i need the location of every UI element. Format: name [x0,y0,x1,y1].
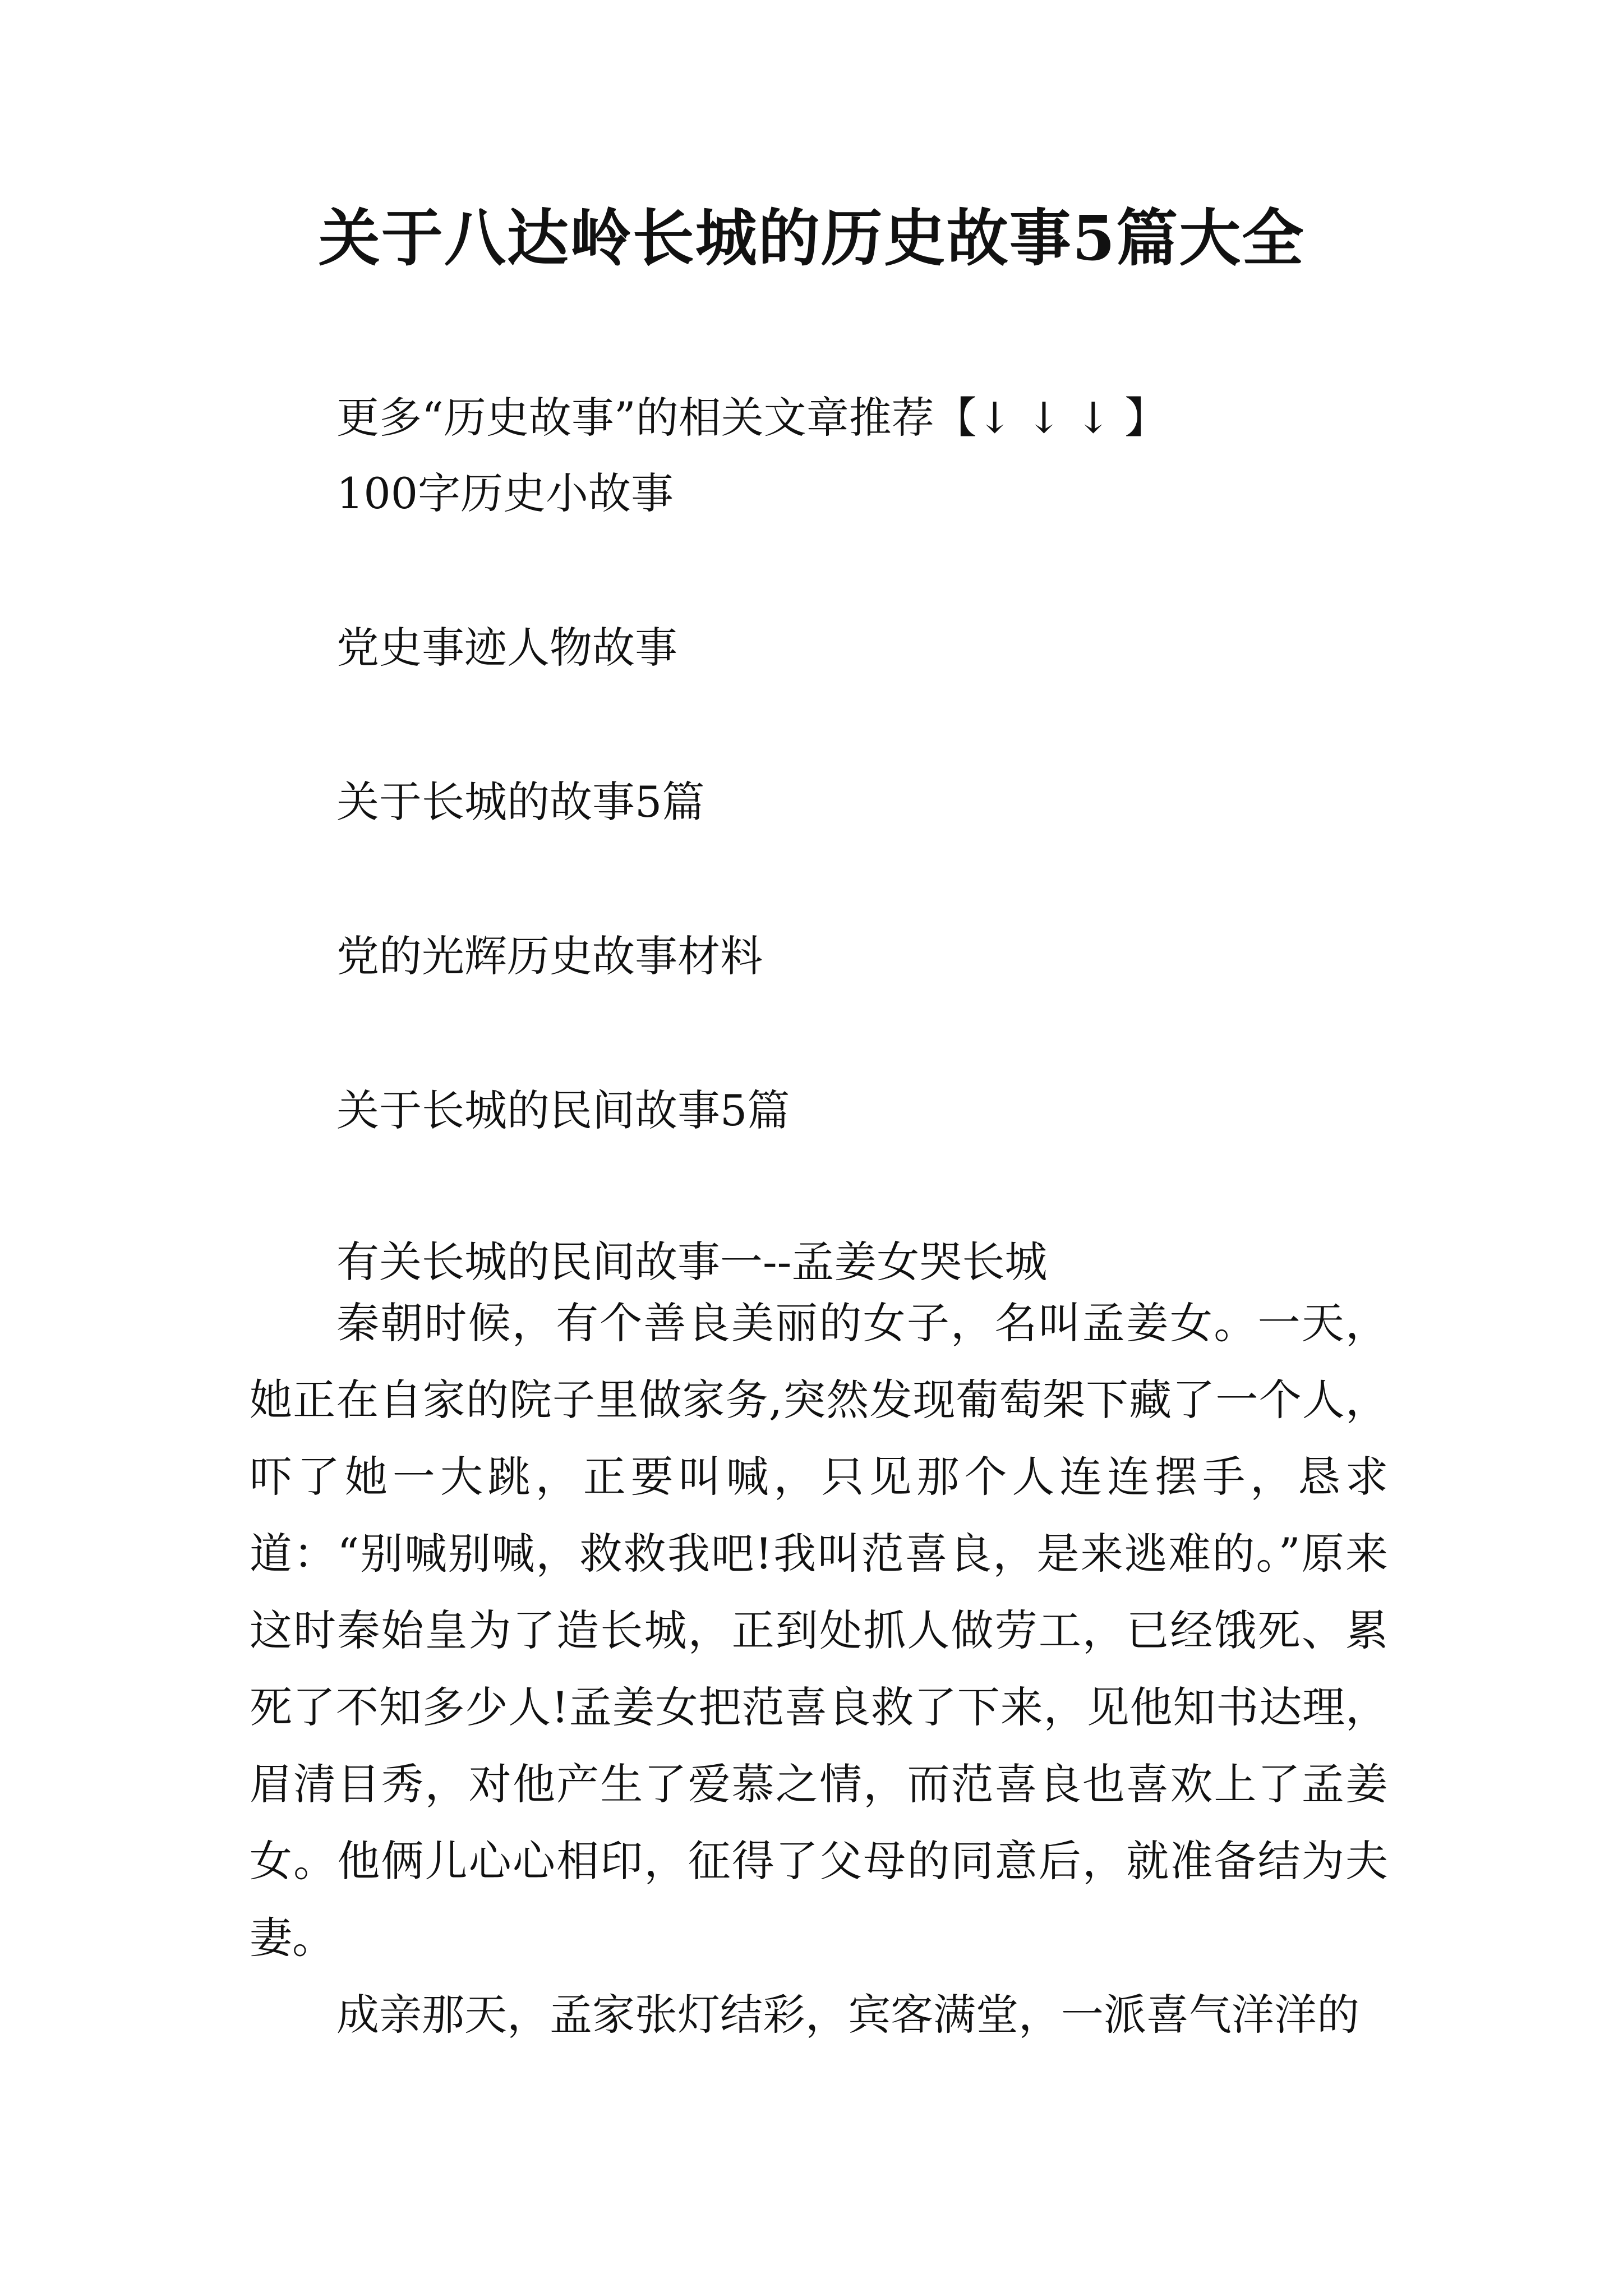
link-history-short-story[interactable]: 100字历史小故事 [336,468,674,518]
story-paragraph: 成亲那天，孟家张灯结彩，宾客满堂，一派喜气洋洋的 [336,1990,1359,2040]
link-party-history-figures[interactable]: 党史事迹人物故事 [336,623,677,673]
link-great-wall-stories[interactable]: 关于长城的故事5篇 [336,777,705,827]
recommend-header: 更多“历史故事”的相关文章推荐【↓ ↓ ↓ 】 [336,393,1168,443]
story-body [250,1285,1388,2053]
document-title: 关于八达岭长城的历史故事5篇大全 [318,202,1305,274]
section-heading: 有关长城的民间故事一--孟姜女哭长城 [336,1237,1048,1287]
story-paragraph: 秦朝时候，有个善良美丽的女子，名叫孟姜女。一天，她正在自家的院子里做家务,突然发现葡萄架下藏了一个人，吓了她一大跳，正要叫喊，只见那个人连连摆手，恳求道：“别喊别喊，救救我吧!我叫范喜良，是来逃难的。”原来这时秦始皇为了造长城，正到处抓人做劳工，已经饿死、累死了不知多少人!孟姜女把范喜良救了下来，见他知书达理，眉清目秀，对他产生了爱慕之情，而范喜良也喜欢上了孟姜女。他俩儿心心相印，征得了父母的同意后，就准备结为夫妻。 [250,1298,1388,1963]
link-great-wall-folk-stories[interactable]: 关于长城的民间故事5篇 [336,1085,790,1135]
link-party-glory-history[interactable]: 党的光辉历史故事材料 [336,931,763,981]
